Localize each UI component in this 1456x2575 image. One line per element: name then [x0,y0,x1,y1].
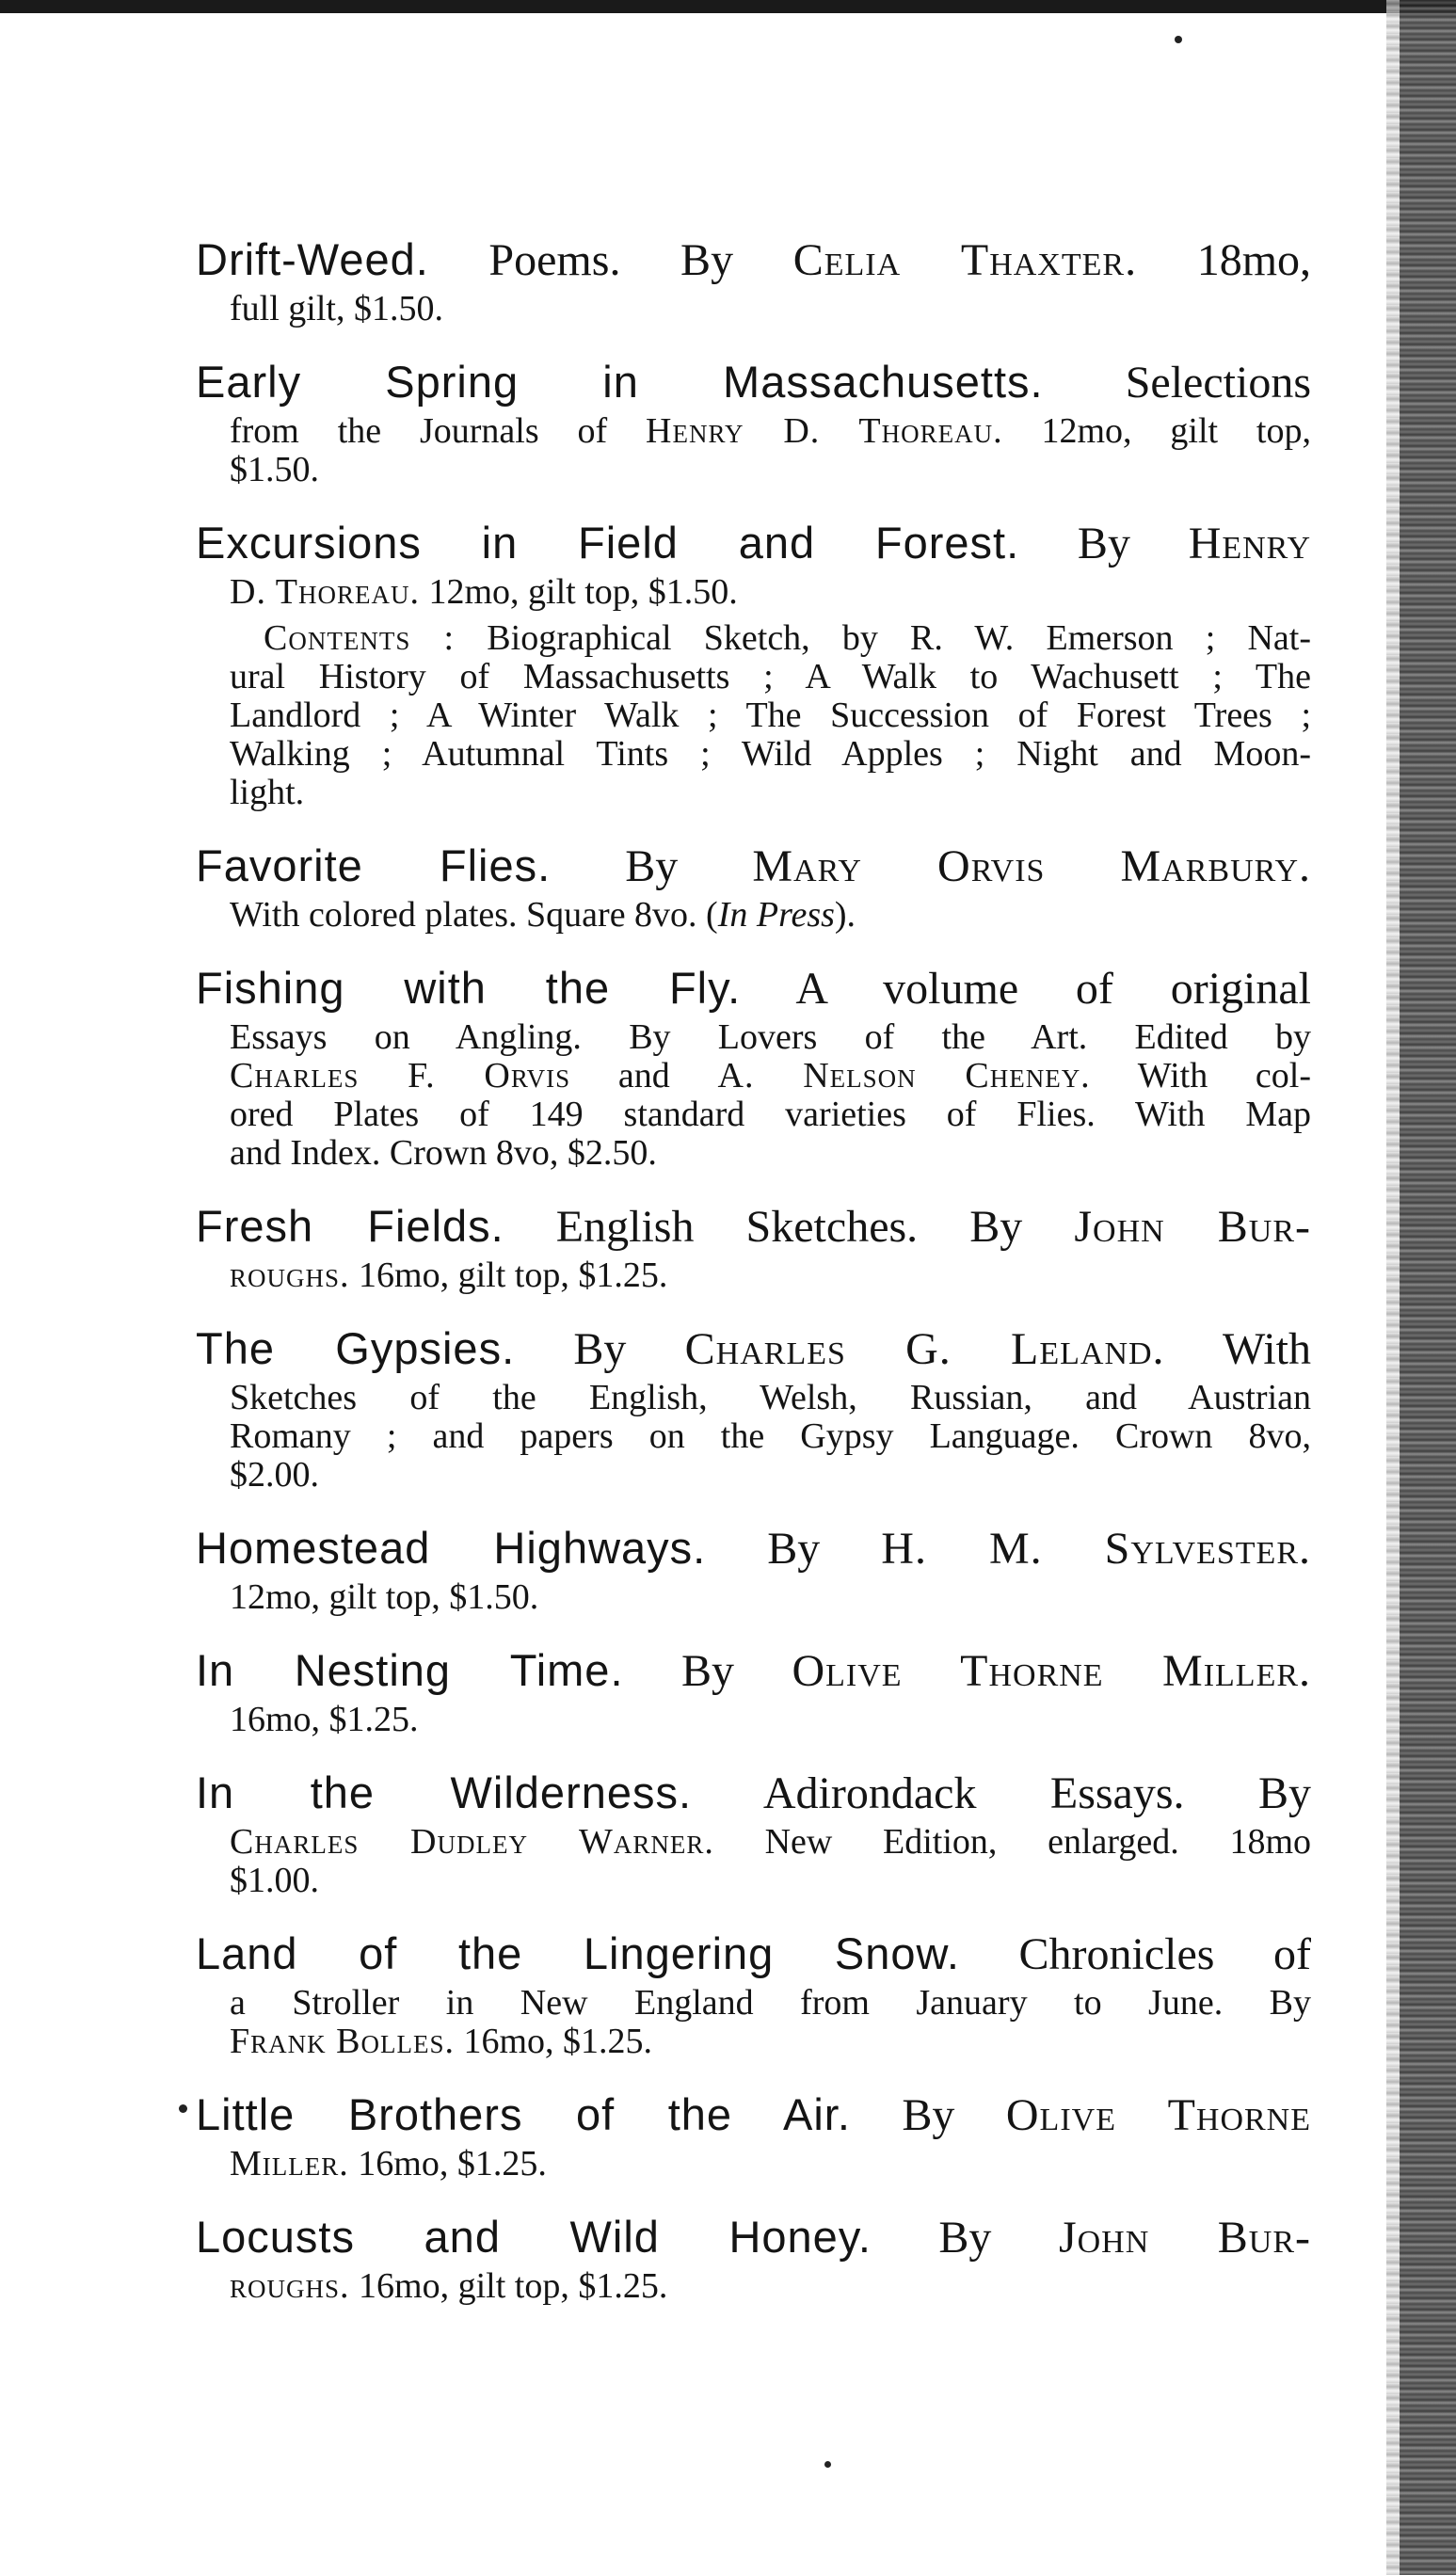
entry-author: Mary Orvis Marbury. [752,841,1312,891]
entry-title: Land of the Lingering Snow. [196,1928,960,1978]
page-top-edge [0,0,1456,13]
entry-title: Locusts and Wild Honey. [196,2212,872,2262]
entry-author: D. Thoreau. [230,572,420,612]
entry-lead: Poems. By [488,235,734,285]
catalogue-entry [196,353,1311,489]
catalogue-entry [196,837,1311,935]
entry-title: The Gypsies. [196,1323,516,1373]
entry-description: D. Thoreau. 12mo, gilt top, $1.50. Contents : Biographical Sketch, by R. W. Emerson ; Nat- ural History of Massachusetts ; A Walk to Wachusett ; The Landlord ; A Winter Walk ; The Succession of Forest Trees ; Walking ; Autumnal Tints ; Wild Apples ; Night and Moon- light. [230,572,1312,812]
entry-description: 16mo, $1.25. [230,1700,419,1739]
speck-mark [824,2461,831,2468]
speck-mark [1175,36,1182,43]
entry-author: Charles Dudley Warner. [230,1822,714,1862]
entry-lead: Selections [1125,358,1312,408]
entry-description: roughs. 16mo, gilt top, $1.25. [230,2266,668,2306]
entry-title: Fishing with the Fly. [196,963,742,1013]
entry-title: Little Brothers of the Air. [196,2089,851,2139]
catalogue-entry [196,959,1311,1173]
entry-author: Olive Thorne Miller. [792,1646,1312,1696]
entry-title: Drift-Weed. [196,234,429,284]
catalogue-entry [196,1197,1311,1295]
entry-lead: By [767,1524,821,1574]
entry-description: a Stroller in New England from January to June. By Frank Bolles. 16mo, $1.25. [230,1983,1311,2061]
entry-description: Essays on Angling. By Lovers of the Art. Edited by Charles F. Orvis and A. Nelson Cheney. With col- ored Plates of 149 standard varieties of Flies. With Map and Index. Crown 8vo, $2.50. [230,1017,1311,1173]
entry-format: 18mo, [1196,235,1312,285]
catalogue-entry [196,231,1311,328]
entry-author: Charles F. Orvis [230,1056,571,1096]
catalogue-entry [196,514,1311,812]
entry-lead: English Sketches. By [555,1202,1023,1252]
catalogue-entry [196,2086,1311,2183]
entry-author: Celia Thaxter. [792,235,1138,285]
entry-description: roughs. 16mo, gilt top, $1.25. [230,1256,668,1295]
entry-description: Miller. 16mo, $1.25. [230,2144,547,2183]
entry-author: Henry D. Thoreau. [646,411,1003,451]
entry-description: Charles Dudley Warner. New Edition, enlarged. 18mo $1.00. [230,1822,1311,1900]
entry-author: H. M. Sylvester. [881,1524,1311,1574]
entry-lead: By [573,1324,627,1374]
speck-mark [179,2104,187,2113]
entry-description: With colored plates. Square 8vo. (In Press). [230,895,856,935]
entry-description: full gilt, $1.50. [230,289,443,328]
entry-title: Excursions in Field and Forest. [196,518,1020,568]
entry-author: John Bur- [1058,2213,1312,2263]
catalogue-entry [196,1764,1311,1900]
entry-lead: A volume of original [795,964,1312,1014]
entry-description: Sketches of the English, Welsh, Russian, and Austrian Romany ; and papers on the Gypsy Language. Crown 8vo, $2.00. [230,1378,1311,1495]
contents-label: Contents : [264,618,456,658]
entry-author: Henry [1188,519,1312,568]
catalogue-entry [196,1641,1311,1739]
entry-title: Homestead Highways. [196,1523,707,1573]
entry-title: In the Wilderness. [196,1767,693,1817]
entry-author: John Bur- [1074,1202,1311,1252]
entry-lead: By [902,2090,955,2140]
entry-title: Favorite Flies. [196,840,552,890]
entry-author: Frank Bolles. [230,2022,455,2061]
binding-shadow [1386,0,1400,2575]
catalogue-entry [196,1925,1311,2061]
catalogue-entry [196,2208,1311,2306]
entry-author: A. Nelson Cheney. [717,1056,1091,1096]
contents-block: Contents : Biographical Sketch, by R. W. Emerson ; Nat- ural History of Massachusetts ; A Walk to Wachusett ; The Landlord ; A Winter Walk ; The Succession of Forest Trees ; Walking ; Autumnal Tints ; Wild Apples ; Night and Moon- light. [230,618,1312,812]
entry-lead: By [938,2213,992,2263]
book-spine-edge [1400,0,1456,2575]
entry-lead: By [1077,519,1130,568]
entry-lead: Chronicles of [1018,1929,1311,1979]
entry-author: Charles G. Leland. [684,1324,1165,1374]
entry-title: Early Spring in Massachusetts. [196,357,1044,407]
entry-description: 12mo, gilt top, $1.50. [230,1577,539,1617]
entry-title: Fresh Fields. [196,1201,504,1251]
entry-lead: By [625,841,679,891]
entry-lead: Adirondack Essays. By [762,1768,1311,1818]
entry-title: In Nesting Time. [196,1645,624,1695]
catalogue-entry: The Gypsies. By Charles G. Leland. With Sketches of the English, Welsh, Russian, and Austrian Romany ; and papers on the Gypsy Language. Crown 8vo, $2.00. [196,1323,1311,1495]
entry-author: Olive Thorne [1005,2090,1312,2140]
catalogue-entry [196,1519,1311,1617]
catalogue-page [196,231,1311,2330]
entry-lead: By [680,1646,734,1696]
entry-description: from the Journals of Henry D. Thoreau. 12mo, gilt top, $1.50. [230,411,1311,489]
